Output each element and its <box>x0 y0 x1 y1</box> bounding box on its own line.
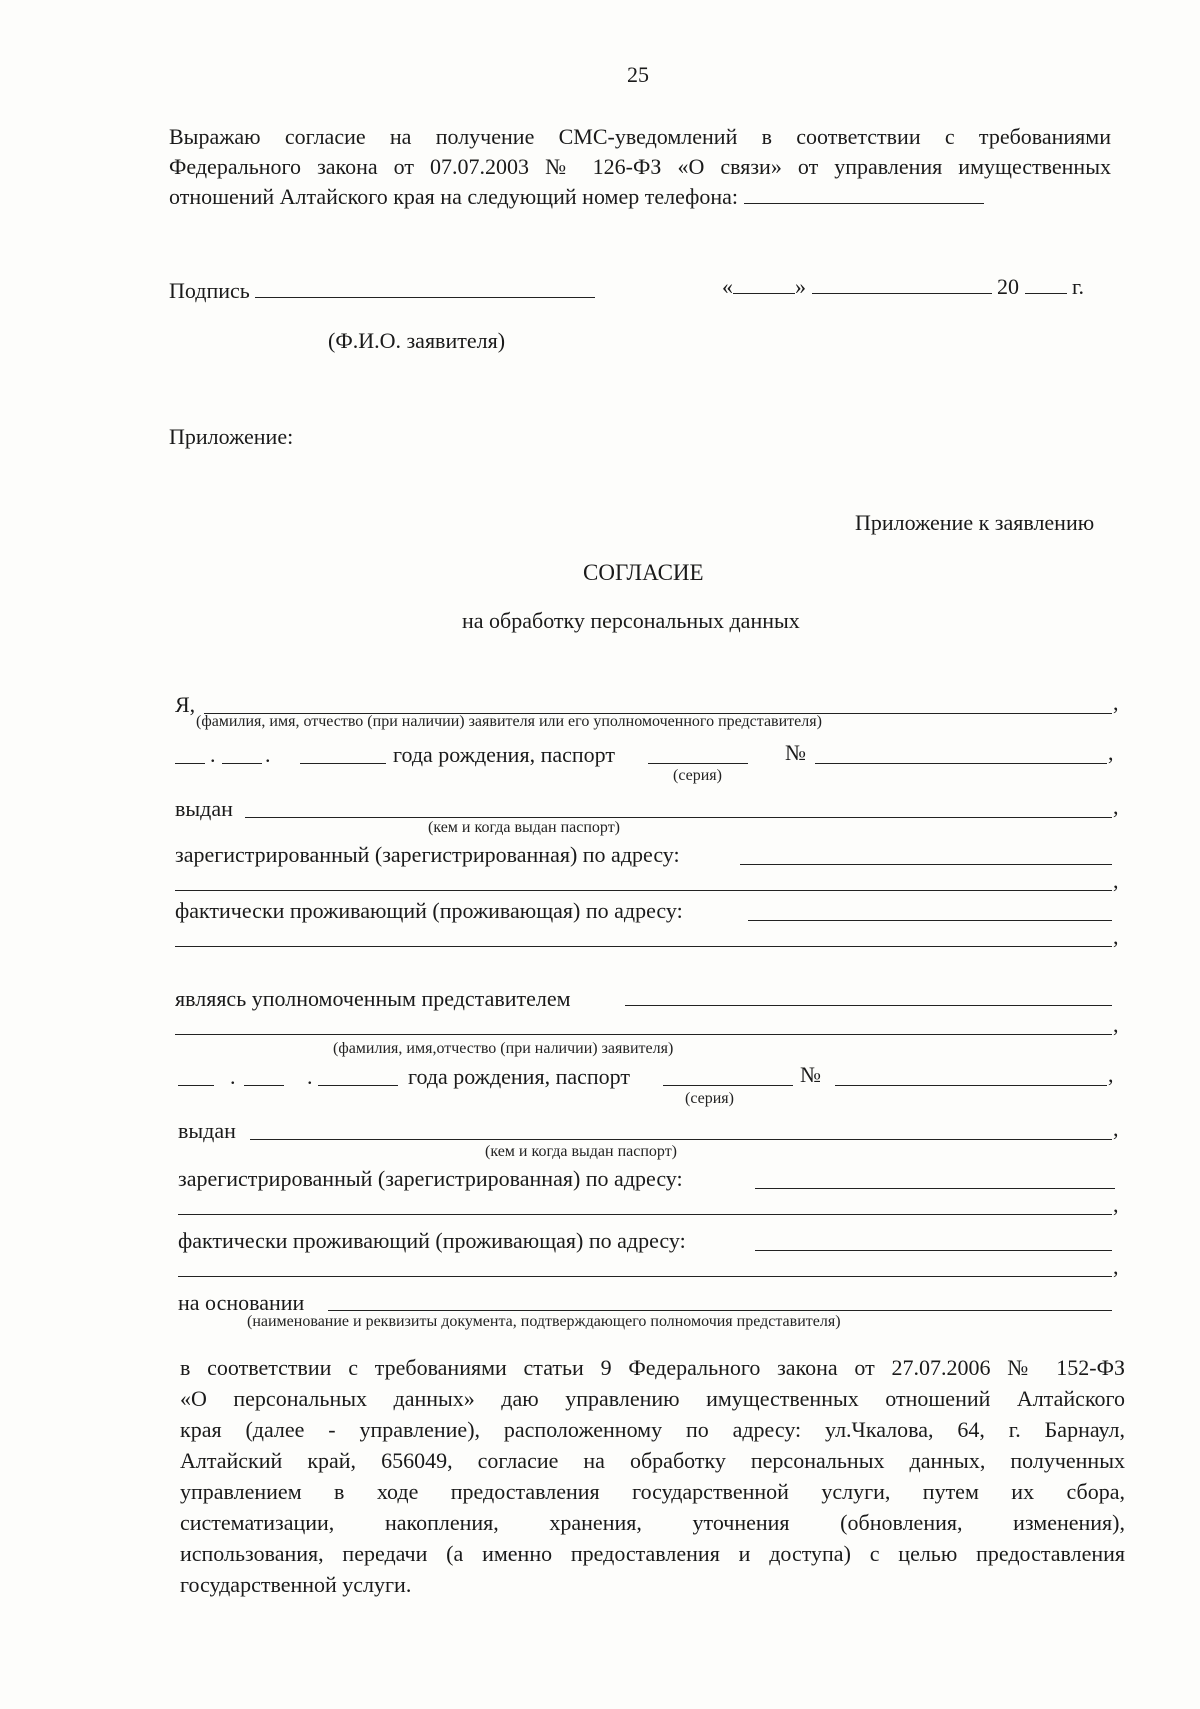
caption-series-2: (серия) <box>685 1090 734 1107</box>
passport-series-field[interactable] <box>648 763 748 764</box>
actual-address-field-line2[interactable] <box>175 946 1112 947</box>
basis-label: на основании <box>178 1290 305 1315</box>
consent-line: края (далее - управление), расположенному по адресу: ул.Чкалова, 64, г. Барнаул, <box>180 1417 1125 1442</box>
comma: , <box>1113 1192 1119 1217</box>
consent-title: СОГЛАСИЕ <box>583 560 704 585</box>
birth-month-field-2[interactable] <box>244 1085 284 1086</box>
comma: , <box>1108 1062 1114 1087</box>
dot: . <box>265 742 271 767</box>
consent-line: государственной услуги. <box>180 1572 412 1597</box>
signature-label: Подпись <box>169 278 250 303</box>
birth-year-field[interactable] <box>300 763 386 764</box>
registered-address-field-2-line2[interactable] <box>178 1214 1112 1215</box>
issued-label: выдан <box>175 796 233 821</box>
consent-paragraph <box>180 1352 1125 1600</box>
representative-field-line2[interactable] <box>175 1034 1112 1035</box>
page-number: 25 <box>627 62 649 87</box>
basis-field[interactable] <box>328 1310 1112 1311</box>
consent-line: в соответствии с требованиями статьи 9 Федерального закона от 27.07.2006 № 152-ФЗ <box>180 1355 1125 1380</box>
issued-field[interactable] <box>245 817 1112 818</box>
dot: . <box>210 742 216 767</box>
i-label: Я, <box>175 692 196 717</box>
comma: , <box>1113 1116 1119 1141</box>
birth-day-field-2[interactable] <box>178 1085 214 1086</box>
appendix-header: Приложение к заявлению <box>855 510 1095 535</box>
sms-consent-paragraph <box>169 124 1111 210</box>
date-year-prefix: 20 <box>997 274 1019 299</box>
caption-issued-2: (кем и когда выдан паспорт) <box>485 1143 678 1160</box>
caption-applicant: (фамилия, имя, отчество (при наличии) заявителя или его уполномоченного представителя) <box>196 713 822 730</box>
comma: , <box>1113 794 1119 819</box>
birth-text: года рождения, паспорт <box>393 742 615 767</box>
actual-address-field[interactable] <box>748 920 1112 921</box>
consent-line: управлением в ходе предоставления государственной услуги, путем их сбора, <box>180 1479 1125 1504</box>
date-quote-open: « <box>722 274 733 299</box>
consent-line: систематизации, накопления, хранения, уточнения (обновления, изменения), <box>180 1510 1125 1535</box>
birth-year-field-2[interactable] <box>318 1085 398 1086</box>
representative-label: являясь уполномоченным представителем <box>175 986 571 1011</box>
actual-address-field-2-line2[interactable] <box>178 1276 1112 1277</box>
date-year-field[interactable] <box>1025 292 1067 294</box>
signature-caption: (Ф.И.О. заявителя) <box>328 328 506 353</box>
caption-issued: (кем и когда выдан паспорт) <box>428 819 621 836</box>
sms-line-3: отношений Алтайского края на следующий номер телефона: <box>169 184 739 209</box>
consent-subtitle: на обработку персональных данных <box>462 608 800 633</box>
actual-label: фактически проживающий (проживающая) по адресу: <box>175 898 683 923</box>
date-year-suffix: г. <box>1072 274 1085 299</box>
number-sign: № <box>785 740 806 765</box>
comma: , <box>1113 690 1119 715</box>
comma: , <box>1113 868 1119 893</box>
number-sign-2: № <box>800 1062 821 1087</box>
passport-number-field-2[interactable] <box>835 1085 1107 1086</box>
actual-address-field-2[interactable] <box>755 1250 1112 1251</box>
dot: . <box>230 1064 236 1089</box>
caption-applicant-short: (фамилия, имя,отчество (при наличии) заявителя) <box>333 1040 674 1057</box>
dot: . <box>307 1064 313 1089</box>
issued-field-2[interactable] <box>250 1139 1112 1140</box>
birth-month-field[interactable] <box>222 763 262 764</box>
signature-row <box>169 278 595 304</box>
comma: , <box>1113 1254 1119 1279</box>
registered-address-field-line2[interactable] <box>175 890 1112 891</box>
comma: , <box>1113 924 1119 949</box>
date-day-field[interactable] <box>733 292 795 294</box>
registered-label-2: зарегистрированный (зарегистрированная) по адресу: <box>178 1166 683 1191</box>
attachment-label: Приложение: <box>169 424 294 449</box>
sms-line-2: Федерального закона от 07.07.2003 № 126-ФЗ «О связи» от управления имущественных <box>169 154 1111 179</box>
consent-line: Алтайский край, 656049, согласие на обработку персональных данных, полученных <box>180 1448 1125 1473</box>
consent-line: «О персональных данных» даю управлению имущественных отношений Алтайского <box>180 1386 1125 1411</box>
birth-text-2: года рождения, паспорт <box>408 1064 630 1089</box>
caption-basis: (наименование и реквизиты документа, подтверждающего полномочия представителя) <box>247 1313 841 1330</box>
date-quote-close: » <box>795 274 806 299</box>
caption-series: (серия) <box>673 767 722 784</box>
passport-series-field-2[interactable] <box>663 1085 793 1086</box>
signature-field[interactable] <box>255 296 595 298</box>
passport-number-field[interactable] <box>815 763 1107 764</box>
registered-address-field[interactable] <box>740 864 1112 865</box>
representative-field[interactable] <box>625 1005 1112 1006</box>
registered-address-field-2[interactable] <box>755 1188 1115 1189</box>
comma: , <box>1113 1012 1119 1037</box>
actual-label-2: фактически проживающий (проживающая) по адресу: <box>178 1228 686 1253</box>
date-row <box>722 274 1084 300</box>
registered-label: зарегистрированный (зарегистрированная) по адресу: <box>175 842 680 867</box>
comma: , <box>1108 740 1114 765</box>
sms-line-1: Выражаю согласие на получение СМС-уведомлений в соответствии с требованиями <box>169 124 1111 149</box>
phone-number-field[interactable] <box>744 202 984 204</box>
consent-line: использования, передачи (а именно предоставления и доступа) с целью предоставления <box>180 1541 1125 1566</box>
issued-label-2: выдан <box>178 1118 236 1143</box>
birth-day-field[interactable] <box>175 763 205 764</box>
date-month-field[interactable] <box>812 292 992 294</box>
